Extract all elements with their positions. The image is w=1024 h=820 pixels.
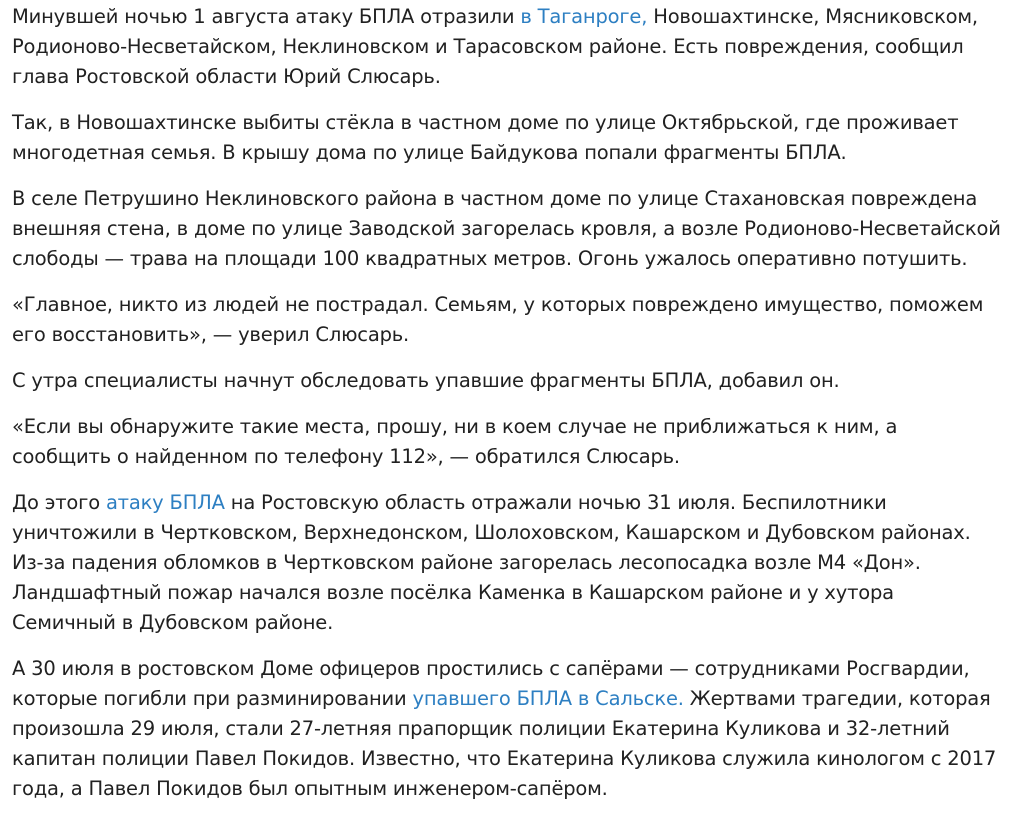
paragraph-8-text-start: А 30 июля в ростовском Доме офицеров простились с сапёрами — сотрудниками Росгвардии, которые погибли при разминировании bbox=[12, 657, 970, 710]
paragraph-7-text-start: До этого bbox=[12, 491, 106, 514]
paragraph-7-text-end: на Ростовскую область отражали ночью 31 июля. Беспилотники уничтожили в Чертковском, Верхнедонском, Шолоховском, Кашарском и Дубовском районах. Из-за падения обломков в Чертковском районе загорелась лесопосадка возле М4 «Дон». Ландшафтный пожар начался возле посёлка Каменка в Кашарском районе и у хутора Семичный в Дубовском районе. bbox=[12, 491, 971, 634]
link-drone-attack[interactable]: атаку БПЛА bbox=[105, 491, 225, 514]
paragraph-7 bbox=[12, 488, 1002, 638]
article-body bbox=[12, 2, 1002, 820]
paragraph-6-quote: «Если вы обнаружите такие места, прошу, ни в коем случае не приближаться к ним, а сообщить о найденном по телефону 112», — обратился Слюсарь. bbox=[12, 415, 898, 468]
link-salsk-drone[interactable]: упавшего БПЛА в Сальске. bbox=[412, 687, 684, 710]
paragraph-2: Так, в Новошахтинске выбиты стёкла в частном доме по улице Октябрьской, где проживает многодетная семья. В крышу дома по улице Байдукова попали фрагменты БПЛА. bbox=[12, 111, 959, 164]
paragraph-1-text-start: Минувшей ночью 1 августа атаку БПЛА отразили bbox=[12, 5, 521, 28]
link-taganrog[interactable]: в Таганроге, bbox=[520, 5, 648, 28]
paragraph-1 bbox=[12, 2, 1002, 92]
paragraph-8 bbox=[12, 654, 1002, 804]
paragraph-4-quote: «Главное, никто из людей не пострадал. Семьям, у которых повреждено имущество, поможем его восстановить», — уверил Слюсарь. bbox=[12, 293, 984, 346]
paragraph-3: В селе Петрушино Неклиновского района в частном доме по улице Стахановская повреждена внешняя стена, в доме по улице Заводской загорелась кровля, а возле Родионово-Несветайской слободы — трава на площади 100 квадратных метров. Огонь ужалось оперативно потушить. bbox=[12, 187, 1001, 270]
paragraph-1-text-end: Новошахтинске, Мясниковском, Родионово-Несветайском, Неклиновском и Тарасовском районе. Есть повреждения, сообщил глава Ростовской области Юрий Слюсарь. bbox=[12, 5, 978, 88]
paragraph-5: С утра специалисты начнут обследовать упавшие фрагменты БПЛА, добавил он. bbox=[12, 369, 840, 392]
paragraph-8-text-end: Жертвами трагедии, которая произошла 29 июля, стали 27-летняя прапорщик полиции Екатерина Куликова и 32-летний капитан полиции Павел Покидов. Известно, что Екатерина Куликова служила кинологом с 2017 года, а Павел Покидов был опытным инженером-сапёром. bbox=[12, 687, 997, 800]
